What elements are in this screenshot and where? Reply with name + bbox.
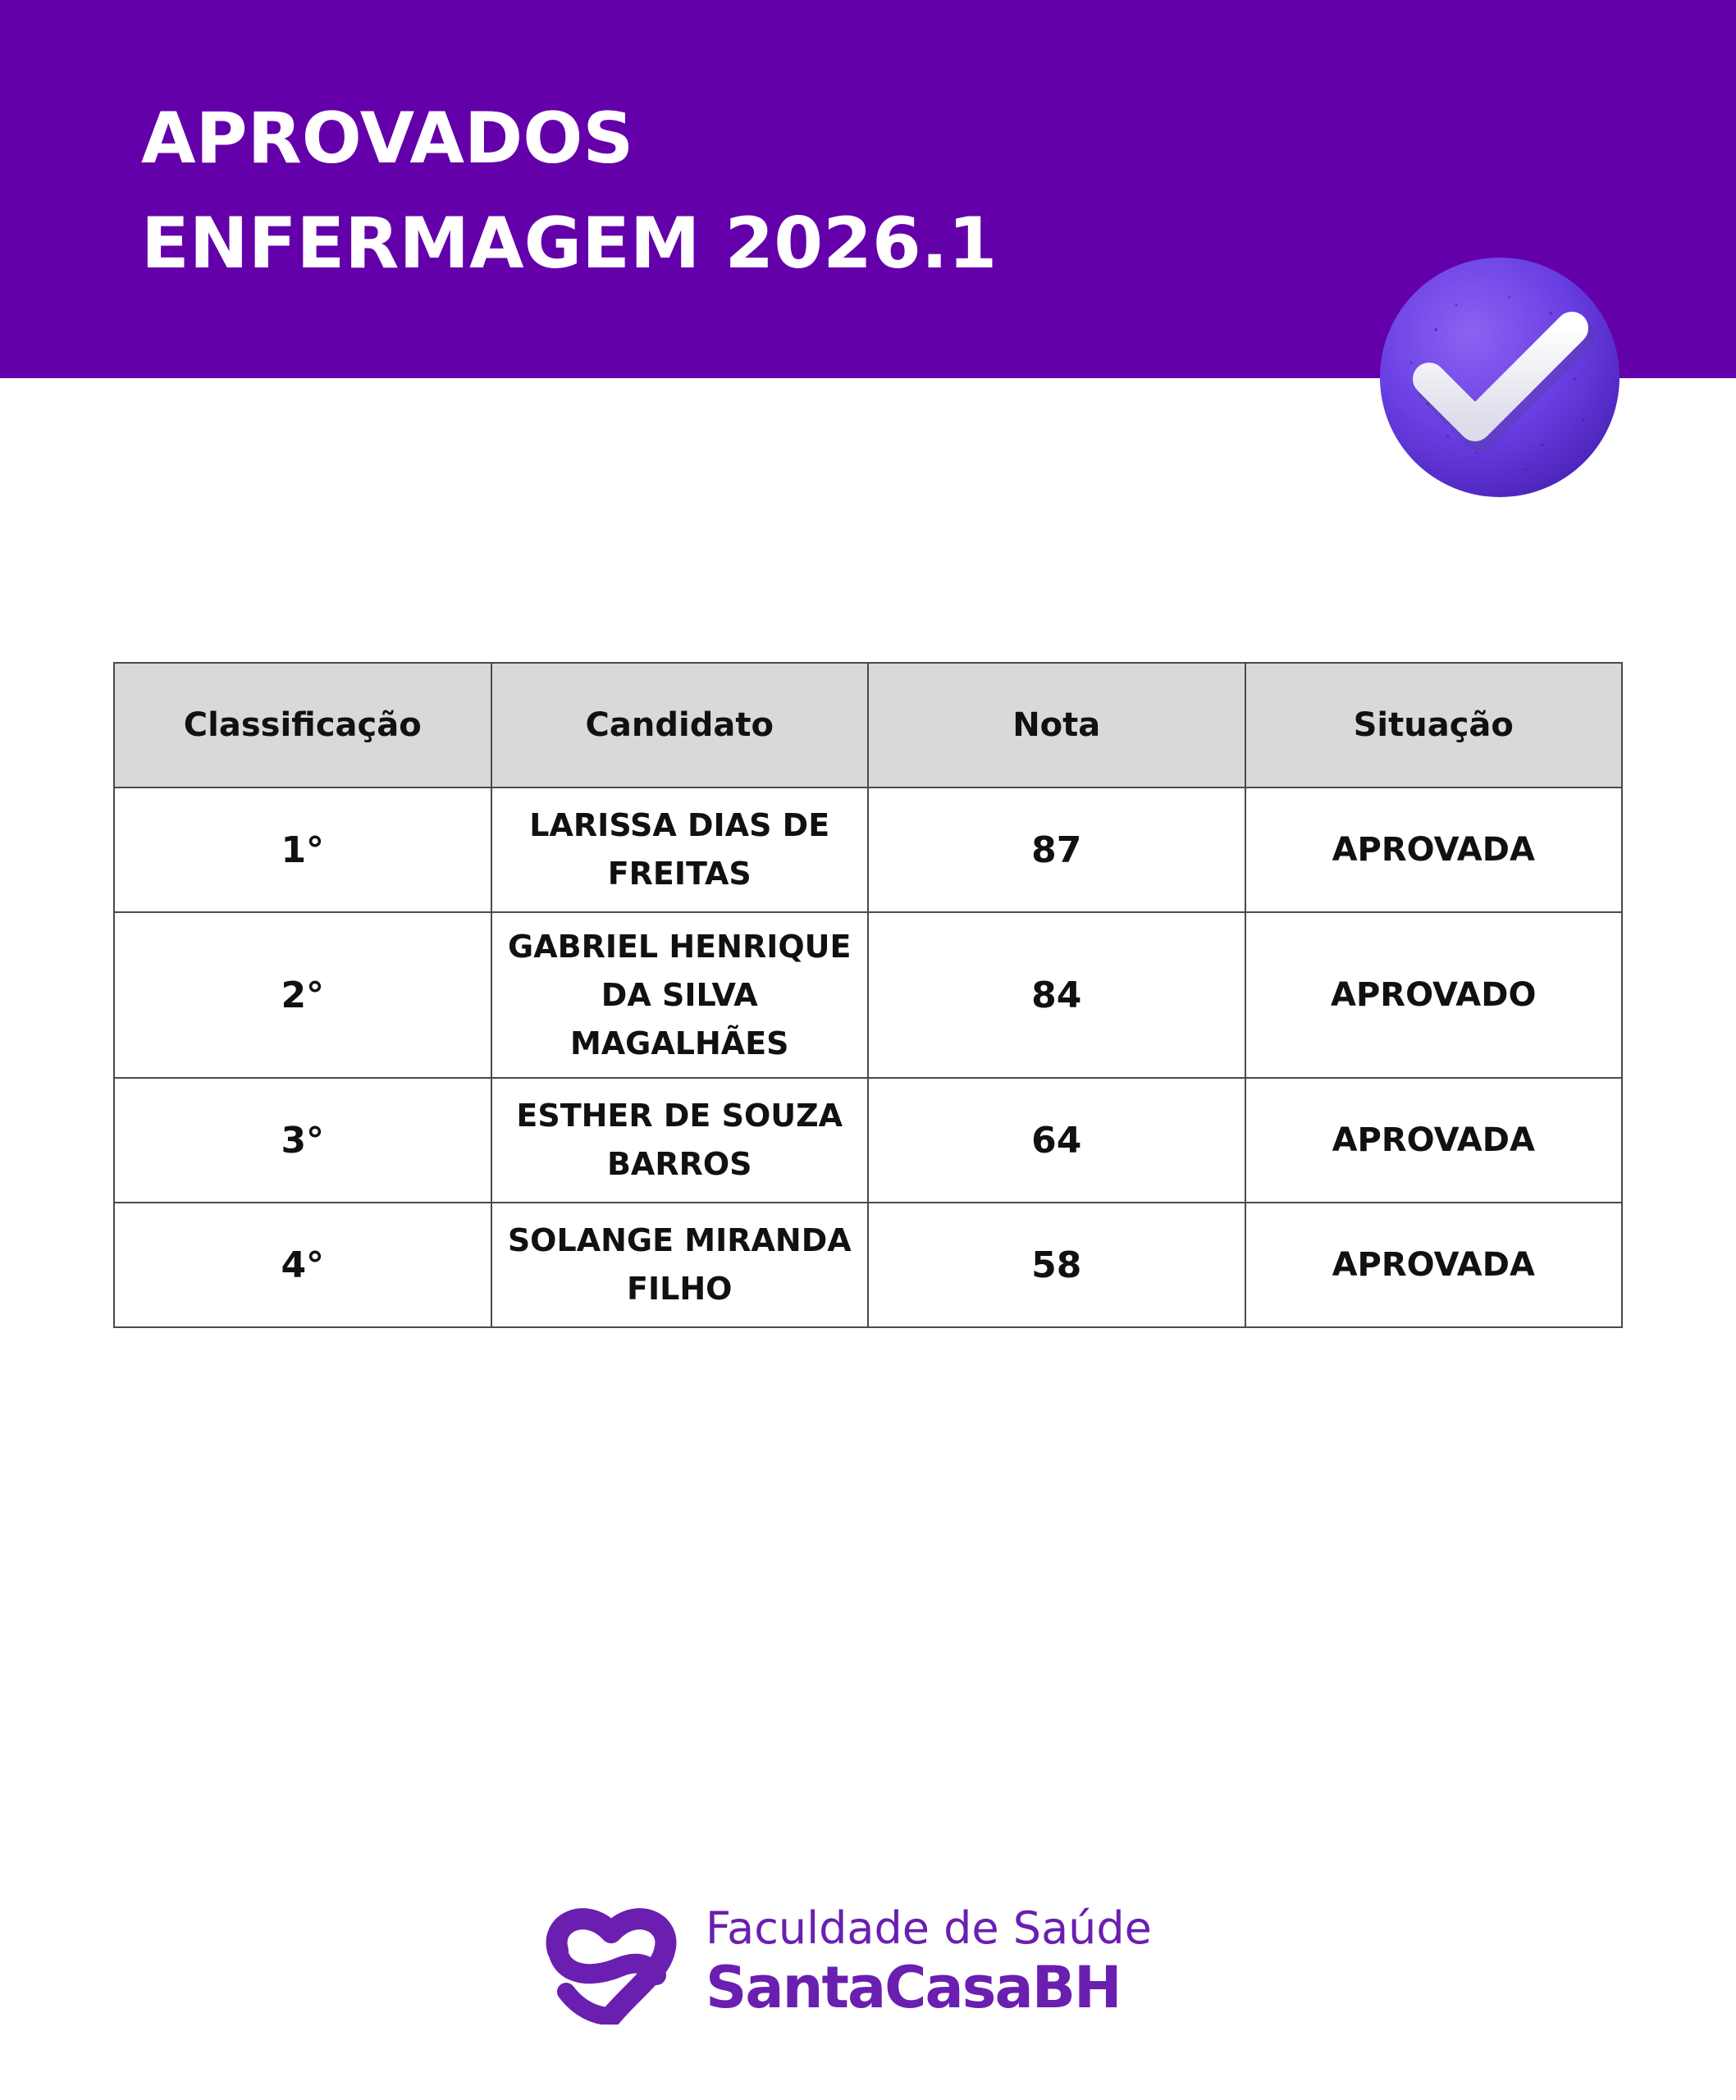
classificacao-cell: 1° <box>114 788 491 912</box>
candidato-name-line: MAGALHÃES <box>569 1025 789 1061</box>
logo-line2: SantaCasaBH <box>706 1954 1121 2021</box>
candidato-name-line: ESTHER DE SOUZA <box>516 1098 843 1134</box>
candidato-name-line: BARROS <box>606 1146 752 1182</box>
nota-cell: 64 <box>868 1078 1245 1203</box>
classificacao-cell: 2° <box>114 912 491 1078</box>
candidato-cell <box>491 1203 869 1327</box>
page-title-line2: ENFERMAGEM 2026.1 <box>141 203 998 285</box>
classificacao-cell: 3° <box>114 1078 491 1203</box>
table-row <box>114 788 1622 912</box>
nota-cell: 58 <box>868 1203 1245 1327</box>
candidato-cell <box>491 788 869 912</box>
footer-logo <box>541 1895 1152 2026</box>
check-badge-icon <box>1378 256 1621 499</box>
column-header-classificacao: Classificação <box>114 663 491 788</box>
situacao-cell: APROVADO <box>1245 912 1623 1078</box>
candidato-cell <box>491 912 869 1078</box>
candidato-name-line: LARISSA DIAS DE <box>529 807 830 843</box>
page-title-line1: APROVADOS <box>141 98 634 180</box>
logo-line1: Faculdade de Saúde <box>706 1902 1152 1954</box>
candidato-name-line: DA SILVA <box>601 976 758 1013</box>
column-header-candidato: Candidato <box>491 663 869 788</box>
candidato-name-line: SOLANGE MIRANDA <box>507 1222 852 1258</box>
candidato-cell <box>491 1078 869 1203</box>
classificacao-cell: 4° <box>114 1203 491 1327</box>
candidato-name-line: FREITAS <box>607 856 752 892</box>
situacao-cell: APROVADA <box>1245 788 1623 912</box>
column-header-situacao: Situação <box>1245 663 1623 788</box>
situacao-cell: APROVADA <box>1245 1078 1623 1203</box>
table-header-row <box>114 663 1622 788</box>
situacao-cell: APROVADA <box>1245 1203 1623 1327</box>
table-row <box>114 912 1622 1078</box>
column-header-nota: Nota <box>868 663 1245 788</box>
nota-cell: 84 <box>868 912 1245 1078</box>
heart-ribbon-logo-icon <box>541 1901 681 2025</box>
table-row <box>114 1078 1622 1203</box>
table-row <box>114 1203 1622 1327</box>
results-table <box>113 662 1623 1328</box>
candidato-name-line: GABRIEL HENRIQUE <box>508 928 852 965</box>
candidato-name-line: FILHO <box>627 1271 733 1307</box>
results-table-container <box>113 662 1623 1328</box>
logo-text <box>706 1901 1152 2020</box>
nota-cell: 87 <box>868 788 1245 912</box>
